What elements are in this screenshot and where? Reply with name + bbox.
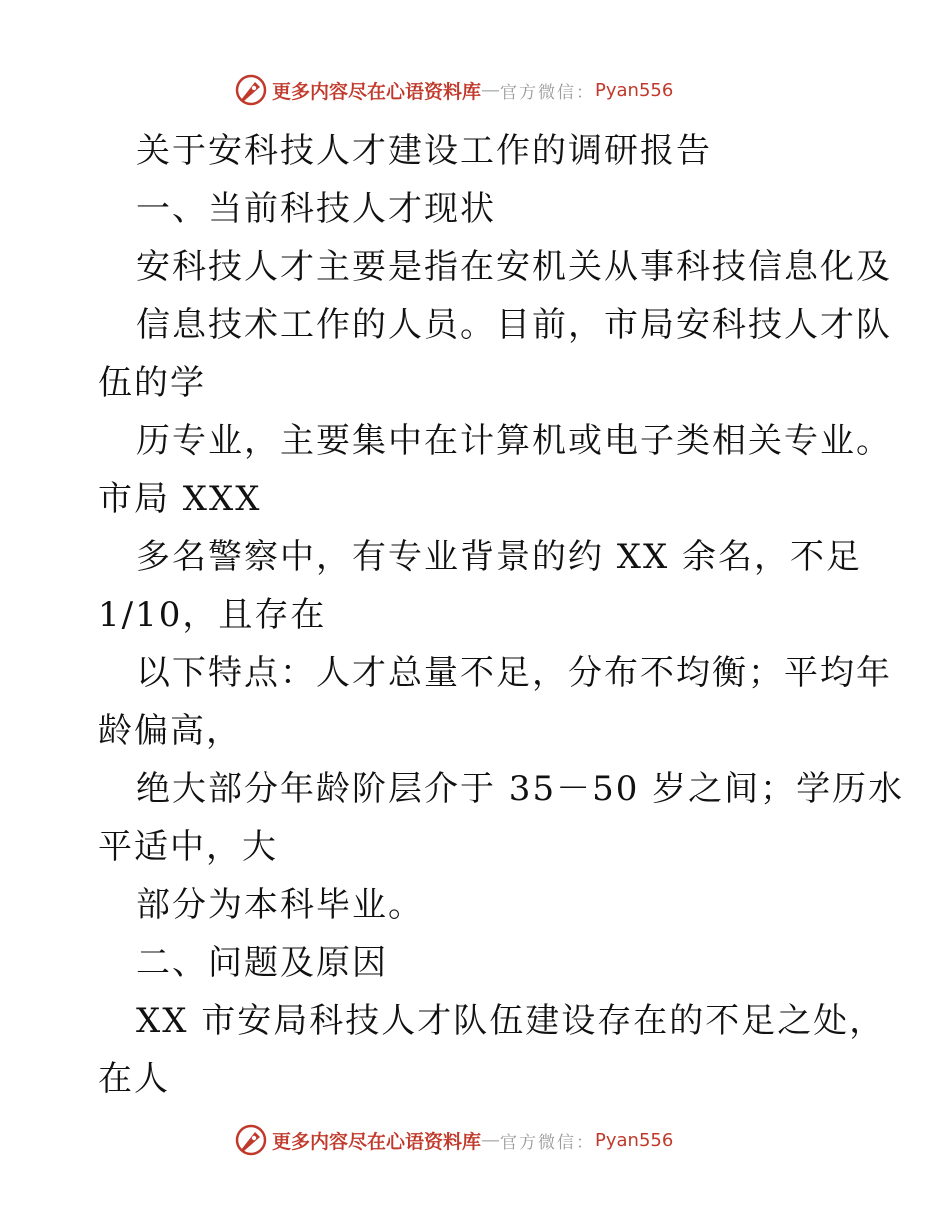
paragraph-line: 伍的学	[98, 363, 206, 403]
document-title: 关于安科技人才建设工作的调研报告	[136, 131, 712, 171]
paragraph-line: 绝大部分年龄阶层介于 35－50 岁之间；学历水	[136, 769, 905, 809]
watermark-brand: 更多内容尽在心语资料库	[272, 1130, 482, 1153]
paragraph-line: 安科技人才主要是指在安机关从事科技信息化及	[136, 247, 892, 287]
paragraph-line: XX 市安局科技人才队伍建设存在的不足之处，	[136, 1001, 886, 1041]
watermark-dash: —	[481, 79, 501, 101]
watermark-banner-bottom	[234, 1121, 673, 1159]
watermark-id: Pyan556	[595, 79, 674, 101]
paragraph-line: 1/10，且存在	[98, 595, 327, 635]
watermark-label: 官方微信：	[500, 1132, 596, 1153]
paragraph-line: 市局 XXX	[98, 479, 262, 519]
pen-nib-circle-icon	[234, 73, 268, 107]
section-heading: 二、问题及原因	[136, 943, 388, 983]
document-body	[98, 122, 905, 1108]
section-heading: 一、当前科技人才现状	[136, 189, 496, 229]
paragraph-line: 平适中，大	[98, 827, 278, 867]
paragraph-line: 以下特点：人才总量不足，分布不均衡；平均年	[136, 653, 892, 693]
paragraph-line: 历专业，主要集中在计算机或电子类相关专业。	[136, 421, 892, 461]
watermark-brand: 更多内容尽在心语资料库	[272, 80, 482, 103]
pen-nib-circle-icon	[234, 1123, 268, 1157]
paragraph-line: 部分为本科毕业。	[136, 885, 424, 925]
watermark-banner-top	[234, 71, 673, 109]
paragraph-line: 信息技术工作的人员。目前，市局安科技人才队	[136, 305, 892, 345]
watermark-id: Pyan556	[595, 1129, 674, 1151]
watermark-dash: —	[481, 1129, 501, 1151]
paragraph-line: 龄偏高，	[98, 711, 242, 751]
paragraph-line: 多名警察中，有专业背景的约 XX 余名，不足	[136, 537, 863, 577]
watermark-label: 官方微信：	[500, 82, 596, 103]
paragraph-line: 在人	[98, 1059, 170, 1099]
